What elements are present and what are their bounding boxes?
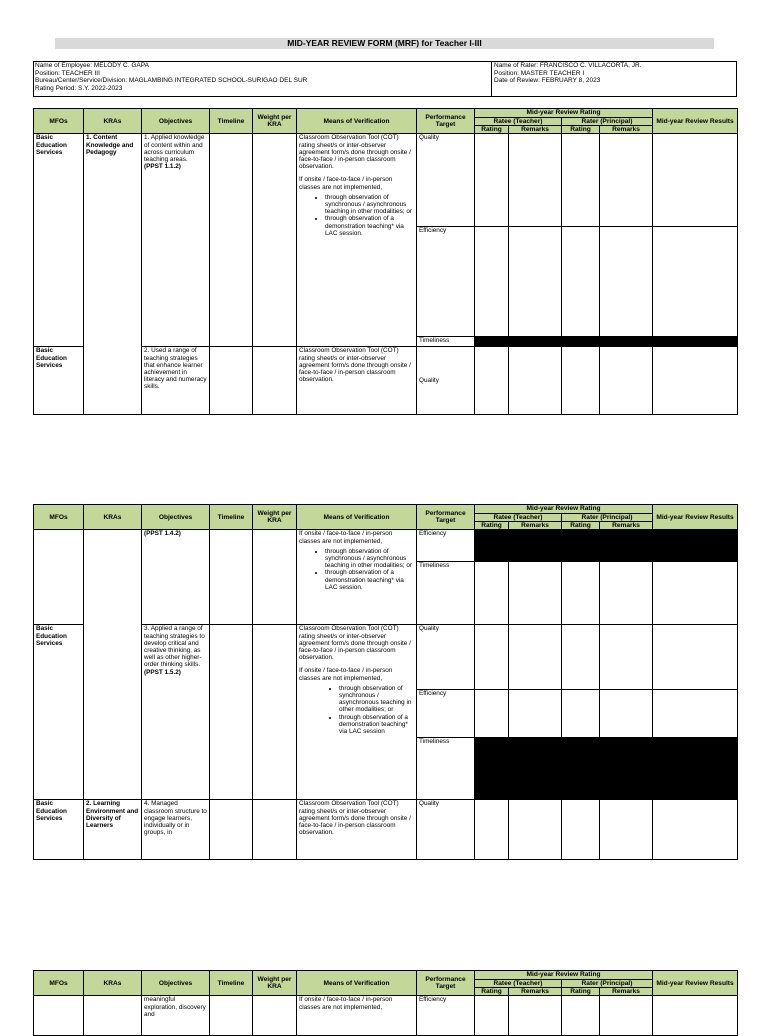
mrf-table-page-2 (33, 504, 738, 860)
ratee-remarks-input[interactable] (509, 800, 562, 860)
header-mfos: MFOs (34, 505, 84, 530)
header-objectives: Objectives (142, 109, 210, 134)
header-means: Means of Verification (297, 109, 417, 134)
mfo-cell: Basic Education Services (34, 134, 84, 347)
weight-cell[interactable] (253, 347, 297, 415)
results-input[interactable] (653, 625, 738, 690)
header-ratee-remarks: Remarks (509, 522, 562, 530)
rater-remarks-input[interactable] (600, 562, 653, 625)
ratee-remarks-input[interactable] (509, 690, 562, 738)
target-efficiency: Efficiency (417, 996, 475, 1036)
header-weight: Weight per KRA (253, 505, 297, 530)
ratee-remarks-input[interactable] (509, 134, 562, 227)
results-input[interactable] (653, 996, 738, 1036)
mrf-table-page-1 (33, 108, 738, 415)
ratee-rating-input[interactable] (475, 562, 509, 625)
header-mfos: MFOs (34, 109, 84, 134)
header-midyear-rating: Mid-year Review Rating (475, 971, 653, 980)
kra-cell: 1. Content Knowledge and Pedagogy (84, 134, 142, 415)
employee-info-box (33, 61, 737, 97)
objective-3-code: (PPST 1.5.2) (144, 668, 181, 676)
mfo-cell: Basic Education Services (34, 800, 84, 860)
ratee-rating-input[interactable] (475, 625, 509, 690)
mfo-cell (34, 996, 84, 1036)
header-mfos: MFOs (34, 971, 84, 996)
header-results: Mid-year Review Results (653, 109, 738, 134)
rater-remarks-input[interactable] (600, 625, 653, 690)
header-performance-target: Performance Target (417, 971, 475, 996)
target-timeliness: Timeliness (417, 738, 475, 800)
header-weight: Weight per KRA (253, 971, 297, 996)
rater-remarks-input[interactable] (600, 134, 653, 227)
kra-cell (84, 530, 142, 800)
mov-ifnot-text: If onsite / face-to-face / in-person classes are not implemented, (299, 530, 393, 545)
weight-cell[interactable] (253, 530, 297, 625)
header-performance-target: Performance Target (417, 109, 475, 134)
objective-4: 4. Managed classroom structure to engage learners, individually or in groups, in (142, 800, 210, 860)
rater-remarks-input[interactable] (600, 800, 653, 860)
results-input[interactable] (653, 134, 738, 227)
objective-1 (142, 134, 210, 347)
rater-rating-input[interactable] (562, 134, 600, 227)
results-input[interactable] (653, 227, 738, 337)
rater-rating-input[interactable] (562, 996, 600, 1036)
ratee-remarks-input[interactable] (509, 562, 562, 625)
header-weight: Weight per KRA (253, 109, 297, 134)
target-quality: Quality (417, 134, 475, 227)
header-performance-target: Performance Target (417, 505, 475, 530)
mov-bullet: • through observation of synchronous / asynchronous teaching in other modalities; or (339, 685, 414, 714)
header-rater: Rater (Principal) (562, 118, 653, 126)
rater-remarks-input[interactable] (600, 690, 653, 738)
header-ratee: Ratee (Teacher) (475, 514, 562, 522)
timeline-cell[interactable] (210, 625, 253, 800)
header-ratee-rating: Rating (475, 522, 509, 530)
results-input[interactable] (653, 800, 738, 860)
mrf-table-page-3 (33, 970, 738, 1036)
ratee-rating-input[interactable] (475, 347, 509, 415)
header-ratee-rating: Rating (475, 126, 509, 134)
rater-rating-input[interactable] (562, 690, 600, 738)
rater-rating-input[interactable] (562, 562, 600, 625)
ratee-remarks-input[interactable] (509, 347, 562, 415)
header-ratee-remarks: Remarks (509, 126, 562, 134)
rater-remarks-input[interactable] (600, 347, 653, 415)
mfo-cell (34, 530, 84, 625)
target-timeliness: Timeliness (417, 337, 475, 347)
header-ratee: Ratee (Teacher) (475, 118, 562, 126)
mov-bullet: • through observation of synchronous / asynchronous teaching in other modalities; or (325, 194, 414, 216)
target-quality: Quality (417, 347, 475, 415)
timeline-cell[interactable] (210, 800, 253, 860)
kra-cell (84, 996, 142, 1036)
employee-name: Name of Employee: MELODY C. GAPA (35, 62, 149, 69)
timeline-cell[interactable] (210, 134, 253, 347)
mov-cot-text: Classroom Observation Tool (COT) rating sheet/s or inter-observer agreement form/s done through onsite / face-to-face / in-person classroom observation. (299, 134, 411, 171)
header-rater-remarks: Remarks (600, 126, 653, 134)
results-input[interactable] (653, 347, 738, 415)
header-rater-rating: Rating (562, 522, 600, 530)
ratee-remarks-input[interactable] (509, 227, 562, 337)
mov-4-cont: If onsite / face-to-face / in-person classes are not implemented, (297, 996, 417, 1036)
rater-rating-input[interactable] (562, 800, 600, 860)
results-input[interactable] (653, 690, 738, 738)
header-kras: KRAs (84, 505, 142, 530)
employee-position: Position: TEACHER III (35, 69, 100, 77)
header-objectives: Objectives (142, 971, 210, 996)
mov-bullet: • through observation of a demonstration teaching* via LAC session (339, 714, 414, 736)
mov-2: Classroom Observation Tool (COT) rating sheet/s or inter-observer agreement form/s done through onsite / face-to-face / in-person classroom observation. (297, 347, 417, 415)
rater-rating-input[interactable] (562, 227, 600, 337)
header-ratee: Ratee (Teacher) (475, 980, 562, 988)
mfo-cell: Basic Education Services (34, 625, 84, 800)
header-means: Means of Verification (297, 505, 417, 530)
mov-1 (297, 134, 417, 347)
blacked-out-cells (475, 738, 738, 800)
weight-cell[interactable] (253, 134, 297, 347)
weight-cell[interactable] (253, 625, 297, 800)
header-rater-remarks: Remarks (600, 522, 653, 530)
ratee-rating-input[interactable] (475, 690, 509, 738)
target-efficiency: Efficiency (417, 530, 475, 562)
ratee-remarks-input[interactable] (509, 625, 562, 690)
target-efficiency: Efficiency (417, 227, 475, 337)
timeline-cell[interactable] (210, 347, 253, 415)
header-midyear-rating: Mid-year Review Rating (475, 109, 653, 118)
rating-period: Rating Period: S.Y. 2022-2023 (35, 84, 123, 92)
mov-ifnot-text: If onsite / face-to-face / in-person classes are not implemented, (299, 667, 393, 682)
kra-cell: 2. Learning Environment and Diversity of Learners (84, 800, 142, 860)
target-timeliness: Timeliness (417, 562, 475, 625)
review-date: Date of Review: FEBRUARY 8, 2023 (494, 77, 601, 84)
header-ratee-rating: Rating (475, 988, 509, 996)
mov-3 (297, 625, 417, 800)
header-kras: KRAs (84, 971, 142, 996)
header-rater-rating: Rating (562, 126, 600, 134)
weight-cell[interactable] (253, 800, 297, 860)
mov-4: Classroom Observation Tool (COT) rating sheet/s or inter-observer agreement form/s done through onsite / face-to-face / in-person classroom observation. (297, 800, 417, 860)
rater-remarks-input[interactable] (600, 996, 653, 1036)
rater-remarks-input[interactable] (600, 227, 653, 337)
rater-rating-input[interactable] (562, 625, 600, 690)
weight-cell[interactable] (253, 996, 297, 1036)
objective-1-text: 1. Applied knowledge of content within and across curriculum teaching areas. (144, 134, 205, 164)
ratee-rating-input[interactable] (475, 800, 509, 860)
header-midyear-rating: Mid-year Review Rating (475, 505, 653, 514)
header-objectives: Objectives (142, 505, 210, 530)
mov-bullet: • through observation of a demonstration teaching* via LAC session. (325, 569, 414, 591)
objective-2: 2. Used a range of teaching strategies that enhance learner achievement in literacy and numeracy skills. (142, 347, 210, 415)
objective-4-cont: meaningful exploration, discovery and (142, 996, 210, 1036)
ratee-rating-input[interactable] (475, 227, 509, 337)
ratee-rating-input[interactable] (475, 996, 509, 1036)
header-rater-remarks: Remarks (600, 988, 653, 996)
mfo-cell: Basic Education Services (34, 347, 84, 415)
objective-3-text: 3. Applied a range of teaching strategies to develop critical and creative thinking, as well as other higher-order thinking skills. (144, 625, 205, 669)
mov-2-cont (297, 530, 417, 625)
employee-bureau: Bureau/Center/Service/Division: MAGLAMBING INTEGRATED SCHOOL-SURIGAO DEL SUR (35, 77, 308, 84)
header-kras: KRAs (84, 109, 142, 134)
header-timeline: Timeline (210, 505, 253, 530)
header-results: Mid-year Review Results (653, 505, 738, 530)
target-efficiency: Efficiency (417, 690, 475, 738)
timeline-cell[interactable] (210, 996, 253, 1036)
form-title: MID-YEAR REVIEW FORM (MRF) for Teacher I-III (55, 38, 714, 49)
target-quality: Quality (417, 800, 475, 860)
header-timeline: Timeline (210, 971, 253, 996)
header-rater: Rater (Principal) (562, 514, 653, 522)
header-ratee-remarks: Remarks (509, 988, 562, 996)
ratee-remarks-input[interactable] (509, 996, 562, 1036)
objective-3 (142, 625, 210, 800)
mov-bullet: • through observation of synchronous / asynchronous teaching in other modalities; or (325, 548, 414, 570)
rater-position: Position: MASTER TEACHER I (494, 69, 585, 77)
info-divider (491, 62, 492, 96)
mov-cot-text: Classroom Observation Tool (COT) rating sheet/s or inter-observer agreement form/s done through onsite / face-to-face / in-person classroom observation. (299, 625, 411, 662)
results-input[interactable] (653, 562, 738, 625)
header-timeline: Timeline (210, 109, 253, 134)
objective-1-code: (PPST 1.1.2) (144, 163, 181, 171)
blacked-out-cells (475, 337, 738, 347)
header-rater: Rater (Principal) (562, 980, 653, 988)
rater-name: Name of Rater: FRANCISCO C. VILLACORTA, JR. (494, 62, 642, 69)
blacked-out-cells (475, 530, 738, 562)
header-means: Means of Verification (297, 971, 417, 996)
header-rater-rating: Rating (562, 988, 600, 996)
header-results: Mid-year Review Results (653, 971, 738, 996)
mov-bullet: • through observation of a demonstration teaching* via LAC session. (325, 215, 414, 237)
ratee-rating-input[interactable] (475, 134, 509, 227)
objective-2-code: (PPST 1.4.2) (142, 530, 210, 625)
target-quality: Quality (417, 625, 475, 690)
mov-ifnot-text: If onsite / face-to-face / in-person classes are not implemented, (299, 176, 393, 191)
rater-rating-input[interactable] (562, 347, 600, 415)
timeline-cell[interactable] (210, 530, 253, 625)
